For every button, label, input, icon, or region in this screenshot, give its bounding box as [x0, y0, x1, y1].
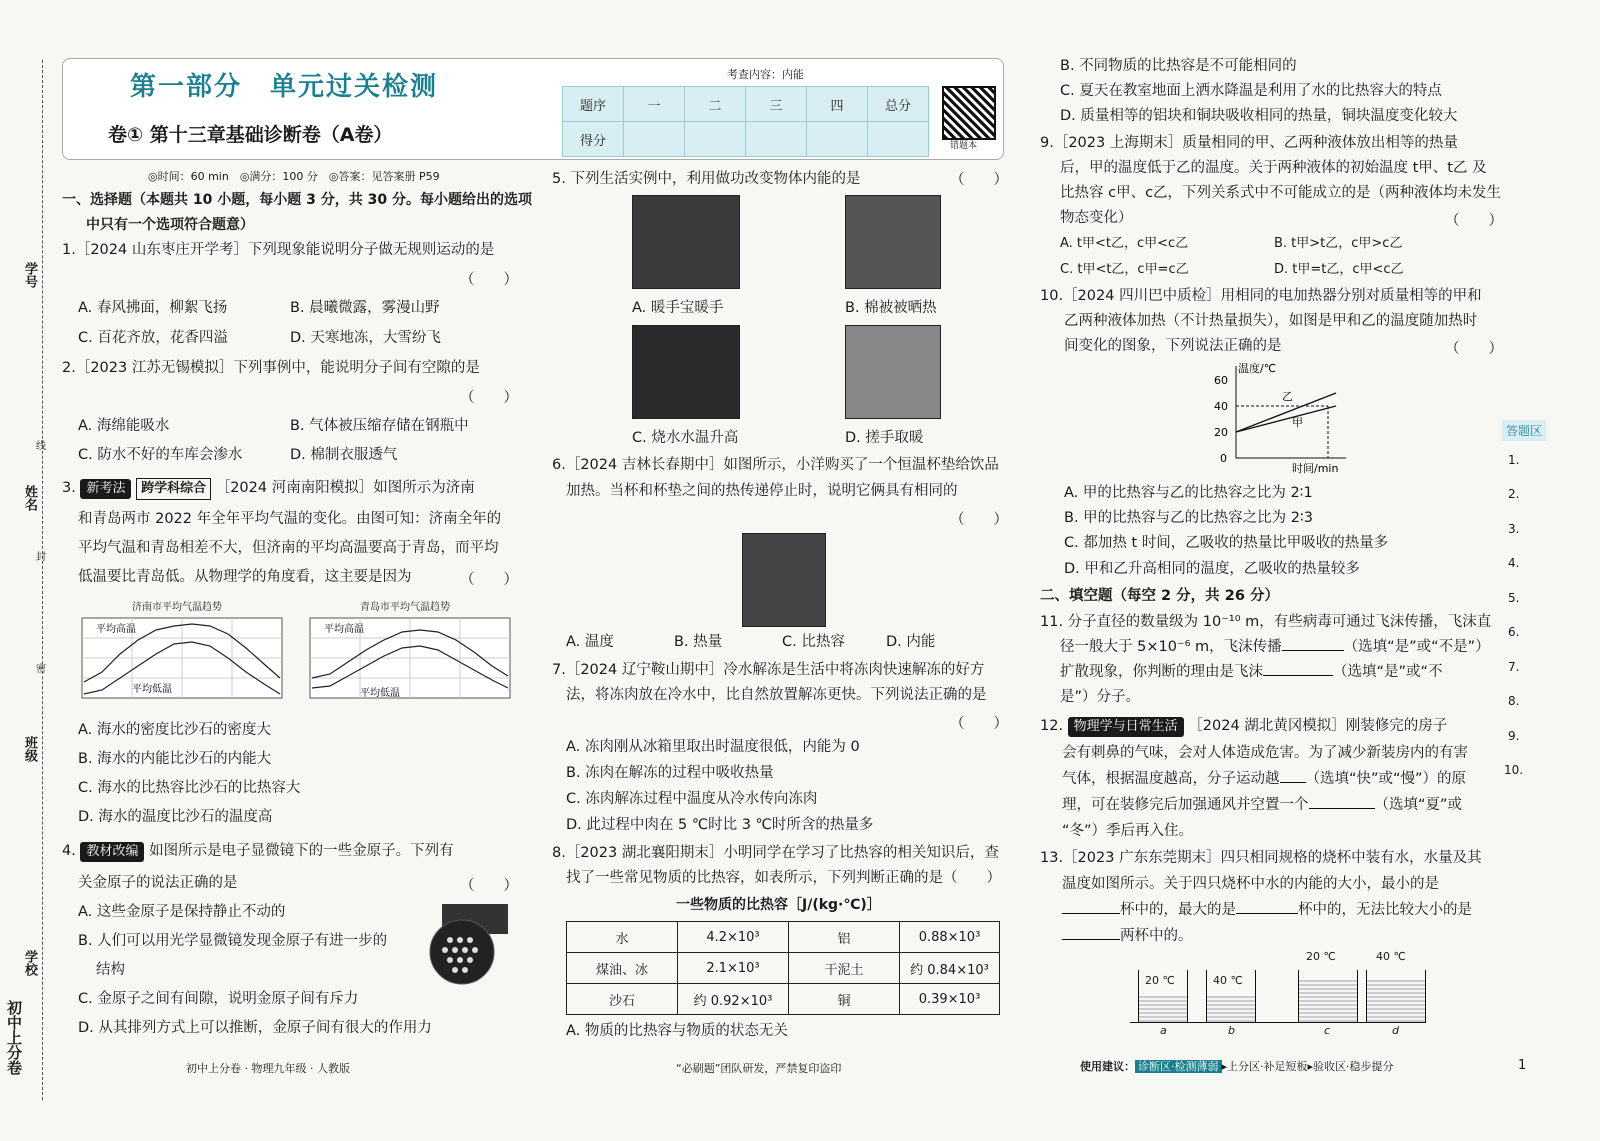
footer-right [1080, 1058, 1394, 1074]
q6-cup-image [742, 533, 826, 627]
answer-number[interactable]: 2. [1508, 487, 1520, 501]
exam-content: 考查内容：内能 [727, 68, 804, 81]
beaker-c-label: c [1324, 1024, 1331, 1037]
q9-line2: 后，甲的温度低于乙的温度。关于两种液体的初始温度 t甲、t乙 及 [1060, 160, 1487, 176]
series-jia-label: 甲 [1292, 416, 1303, 429]
q1-option-b[interactable]: B. 晨曦微露，雾漫山野 [290, 300, 440, 316]
score-cell: 一 [624, 87, 685, 122]
sidebar-label-student-id: 学号 [22, 262, 37, 288]
q5-option-b[interactable]: B. 棉被被晒热 [845, 300, 937, 316]
sidebar-label-school: 学校 [22, 950, 37, 976]
q2-option-b[interactable]: B. 气体被压缩存储在钢瓶中 [290, 418, 469, 434]
q12-text3: 气体，根据温度越高，分子运动越 [1062, 771, 1280, 787]
q1-option-d[interactable]: D. 天寒地冻，大雪纷飞 [290, 330, 441, 346]
q2-stem: 2.［2023 江苏无锡模拟］下列事例中，能说明分子间有空隙的是 [62, 360, 480, 376]
qr-code-icon[interactable] [942, 86, 996, 140]
q10-option-b[interactable]: B. 甲的比热容与乙的比热容之比为 2∶3 [1064, 510, 1313, 526]
table-cell: 煤油、冰 [567, 953, 678, 984]
q11-blank-1[interactable] [1282, 650, 1344, 651]
cut-mark-secret: 密 [36, 664, 46, 675]
q10-option-d[interactable]: D. 甲和乙升高相同的温度，乙吸收的热量较多 [1064, 561, 1360, 577]
q10-answer-paren[interactable]: （ ） [1445, 341, 1503, 357]
q12-tag: 物理学与日常生活 [1068, 717, 1184, 737]
q6-option-c[interactable]: C. 比热容 [782, 634, 845, 650]
q3-line3: 平均气温和青岛相差不大，但济南的平均高温要高于青岛，而平均 [78, 540, 499, 556]
score-cell: 二 [685, 87, 746, 122]
q11-text3b: （选填“是”或“不 [1333, 664, 1443, 680]
beaker-c-temp: 20 ℃ [1306, 950, 1336, 963]
q3-line4: 低温要比青岛低。从物理学的角度看，这主要是因为 [78, 569, 412, 585]
table-cell: 铜 [789, 984, 900, 1015]
q12-line2: 会有刺鼻的气味，会对人体造成危害。为了减少新装房内的有害 [1062, 745, 1468, 761]
score-input[interactable] [624, 122, 685, 157]
score-cell: 四 [807, 87, 868, 122]
q3-line1 [62, 475, 475, 501]
temperature-time-chart [1208, 358, 1358, 476]
q1-answer-paren[interactable]: （ ） [460, 272, 518, 288]
q7-option-b[interactable]: B. 冻肉在解冻的过程中吸收热量 [566, 765, 774, 781]
score-input[interactable] [746, 122, 807, 157]
q5-option-c[interactable]: C. 烧水水温升高 [632, 430, 739, 446]
cut-mark-seal: 封 [36, 552, 46, 563]
qr-label: 错题本 [950, 141, 978, 151]
q12-text3b: （选填“快”或“慢”）的原 [1305, 771, 1467, 787]
footer-center: “必刷题”团队研发，严禁复印盗印 [676, 1062, 842, 1075]
part-title: 第一部分 单元过关检测 [130, 72, 439, 102]
q4-option-b[interactable]: B. 人们可以用光学显微镜发现金原子有进一步的 [78, 933, 388, 949]
chart-jinan-title: 济南市平均气温趋势 [132, 602, 222, 613]
footer-usage-label: 使用建议： [1080, 1060, 1135, 1073]
binding-line [42, 60, 43, 1100]
q13-line1: 13.［2023 广东东莞期末］四只相同规格的烧杯中装有水，水量及其 [1040, 850, 1482, 866]
table-row [567, 922, 1000, 953]
answer-number[interactable]: 1. [1508, 453, 1520, 467]
cut-mark-line: 线 [36, 441, 46, 452]
q9-line4: 物态变化） [1060, 210, 1133, 226]
score-input[interactable] [807, 122, 868, 157]
q12-line3 [1062, 766, 1466, 792]
table-cell: 4.2×10³ [678, 922, 789, 953]
q9-line3: 比热容 c甲、c乙，下列关系式中不可能成立的是（两种液体均未发生 [1060, 185, 1502, 201]
q11-line4: 是”）分子。 [1060, 689, 1141, 705]
q6-answer-paren[interactable]: （ ） [950, 512, 1008, 528]
y-tick-60: 60 [1214, 374, 1228, 387]
q8-line2: 找了一些常见物质的比热容，如表所示，下列判断正确的是（ ） [566, 870, 1001, 886]
q3-number: 3. [62, 480, 76, 496]
q6-line1: 6.［2024 吉林长春期中］如图所示，小洋购买了一个恒温杯垫给饮品 [552, 457, 999, 473]
beaker-b [1206, 970, 1256, 1023]
table-cell: 0.88×10³ [900, 922, 1000, 953]
q5-option-a[interactable]: A. 暖手宝暖手 [632, 300, 724, 316]
q7-option-d[interactable]: D. 此过程中肉在 5 ℃时比 3 ℃时所含的热量多 [566, 817, 874, 833]
chart-label-high: 平均高温 [324, 624, 364, 635]
table-cell: 0.39×10³ [900, 984, 1000, 1015]
q3-tag-new: 新考法 [80, 479, 131, 499]
q9-option-d[interactable]: D. t甲=t乙，c甲<c乙 [1274, 262, 1404, 277]
q4-answer-paren[interactable]: （ ） [460, 878, 518, 894]
q2-answer-paren[interactable]: （ ） [460, 390, 518, 406]
q12-line5: “冬”）季后再入住。 [1062, 823, 1194, 839]
beaker-b-label: b [1228, 1024, 1235, 1037]
score-table [562, 86, 929, 157]
x-axis-label: 时间/min [1292, 462, 1339, 475]
q9-line1: 9.［2023 上海期末］质量相同的甲、乙两种液体放出相等的热量 [1040, 135, 1458, 151]
q12-number: 12. [1040, 718, 1064, 734]
q5-option-d[interactable]: D. 搓手取暖 [845, 430, 924, 446]
q11-line3 [1060, 659, 1443, 685]
water-fill [1299, 980, 1357, 1022]
paper-title: 卷① 第十三章基础诊断卷（A卷） [108, 124, 393, 146]
q6-option-d[interactable]: D. 内能 [886, 634, 936, 650]
score-input[interactable] [685, 122, 746, 157]
q13-text4b: 两杯中的。 [1120, 928, 1193, 944]
series-yi-label: 乙 [1282, 390, 1293, 403]
answer-area-title: 答题区 [1502, 420, 1546, 441]
sidebar-label-class: 班级 [22, 736, 37, 762]
q3-option-a[interactable]: A. 海水的密度比沙石的密度大 [78, 722, 271, 738]
q9-option-a[interactable]: A. t甲<t乙，c甲<c乙 [1060, 236, 1189, 251]
q10-line1: 10.［2024 四川巴中质检］用相同的电加热器分别对质量相等的甲和 [1040, 288, 1482, 304]
score-input[interactable] [868, 122, 929, 157]
score-cell: 题序 [563, 87, 624, 122]
q13-line3 [1062, 897, 1472, 923]
section1-title-2: 中只有一个选项符合题意） [86, 217, 254, 233]
beaker-a-label: a [1160, 1024, 1167, 1037]
table-cell: 约 0.84×10³ [900, 953, 1000, 984]
q3-text1: ［2024 河南南阳模拟］如图所示为济南 [215, 480, 475, 496]
q6-line2: 加热。当杯和杯垫之间的热传递停止时，说明它俩具有相同的 [566, 483, 958, 499]
beaker-b-temp: 40 ℃ [1213, 974, 1243, 987]
q9-answer-paren[interactable]: （ ） [1445, 213, 1503, 229]
q12-text4: 理，可在装修完后加强通风并空置一个 [1062, 797, 1309, 813]
q12-text1: ［2024 湖北黄冈模拟］刚装修完的房子 [1188, 718, 1448, 734]
q13-text3b: 杯中的，最大的是 [1120, 902, 1236, 918]
y-tick-0: 0 [1220, 452, 1227, 465]
meta-line: ◎时间：60 min ◎满分：100 分 ◎答案：见答案册 P59 [148, 170, 440, 183]
q1-option-a[interactable]: A. 春风拂面，柳絮飞扬 [78, 300, 228, 316]
q13-blank-3[interactable] [1062, 939, 1120, 940]
chart-qingdao [300, 612, 514, 704]
beaker-d-label: d [1392, 1024, 1399, 1037]
table-cell: 铝 [789, 922, 900, 953]
series-jia-line [1236, 406, 1336, 432]
beaker-c [1298, 970, 1358, 1023]
q3-option-d[interactable]: D. 海水的温度比沙石的温度高 [78, 809, 273, 825]
q4-option-c[interactable]: C. 金原子之间有间隙，说明金原子间有斥力 [78, 991, 359, 1007]
q13-text3c: 杯中的，无法比较大小的是 [1298, 902, 1472, 918]
q8-option-b[interactable]: B. 不同物质的比热容是不可能相同的 [1060, 58, 1297, 74]
q9-option-b[interactable]: B. t甲>t乙，c甲>c乙 [1274, 236, 1403, 251]
q13-blank-2[interactable] [1236, 913, 1298, 914]
q3-line2: 和青岛两市 2022 年全年平均气温的变化。由图可知：济南全年的 [78, 511, 502, 527]
beaker-d [1366, 970, 1426, 1023]
table-row [567, 984, 1000, 1015]
q5-image-b [845, 195, 941, 289]
q3-option-c[interactable]: C. 海水的比热容比沙石的比热容大 [78, 780, 301, 796]
q7-line2: 法，将冻肉放在冷水中，比自然放置解冻更快。下列说法正确的是 [566, 687, 987, 703]
chart-jinan [72, 612, 286, 704]
chart-label-high: 平均高温 [96, 624, 136, 635]
q6-option-b[interactable]: B. 热量 [674, 634, 723, 650]
q9-option-c[interactable]: C. t甲<t乙，c甲=c乙 [1060, 262, 1189, 277]
q11-text3: 扩散现象，你判断的理由是飞沫 [1060, 664, 1263, 680]
q1-option-c[interactable]: C. 百花齐放，花香四溢 [78, 330, 228, 346]
q11-text2: 径一般大于 5×10⁻⁶ m，飞沫传播 [1060, 639, 1282, 655]
q5-answer-paren[interactable]: （ ） [950, 172, 1008, 188]
table-cell: 干泥土 [789, 953, 900, 984]
q12-line1 [1040, 713, 1447, 739]
q11-text2b: （选填“是”或“不是”） [1343, 639, 1490, 655]
answer-number[interactable]: 7. [1508, 660, 1520, 674]
q10-line3: 间变化的图象，下列说法正确的是 [1064, 338, 1282, 354]
q4-line2: 关金原子的说法正确的是 [78, 875, 238, 891]
q4-tag: 教材改编 [80, 842, 144, 862]
q8-option-c[interactable]: C. 夏天在教室地面上洒水降温是利用了水的比热容大的特点 [1060, 83, 1442, 99]
y-tick-20: 20 [1214, 426, 1228, 439]
y-tick-40: 40 [1214, 400, 1228, 413]
q4-option-a[interactable]: A. 这些金原子是保持静止不动的 [78, 904, 286, 920]
water-fill [1139, 996, 1187, 1022]
q5-image-c [632, 325, 740, 419]
table-cell: 2.1×10³ [678, 953, 789, 984]
answer-number[interactable]: 9. [1508, 729, 1520, 743]
water-fill [1207, 996, 1255, 1022]
atom-lens [430, 920, 494, 984]
answer-number[interactable]: 5. [1508, 591, 1520, 605]
q11-blank-2[interactable] [1263, 675, 1333, 676]
q4-line1 [62, 838, 454, 864]
answer-number[interactable]: 6. [1508, 625, 1520, 639]
q5-image-d [845, 325, 941, 419]
beaker-group [1130, 950, 1420, 1038]
q4-number: 4. [62, 843, 76, 859]
beaker-a [1138, 970, 1188, 1023]
q8-table-title: 一些物质的比热容［J/(kg·℃)］ [676, 897, 881, 913]
score-cell: 得分 [563, 122, 624, 157]
q3-tag-cross: 跨学科综合 [136, 478, 211, 500]
chart-label-low: 平均低温 [360, 688, 400, 699]
q2-option-c[interactable]: C. 防水不好的车库会渗水 [78, 447, 243, 463]
q7-line1: 7.［2024 辽宁鞍山期中］冷水解冻是生活中将冻肉快速解冻的好方 [552, 662, 985, 678]
footer-usage-rest: ▸上分区·补足短板▸验收区·稳步提分 [1221, 1060, 1394, 1073]
q3-option-b[interactable]: B. 海水的内能比沙石的内能大 [78, 751, 272, 767]
table-cell: 水 [567, 922, 678, 953]
q12-blank-2[interactable] [1309, 808, 1375, 809]
q6-option-a[interactable]: A. 温度 [566, 634, 614, 650]
score-cell: 总分 [868, 87, 929, 122]
q5-stem: 5. 下列生活实例中，利用做功改变物体内能的是 [552, 171, 861, 187]
q2-option-a[interactable]: A. 海绵能吸水 [78, 418, 170, 434]
q8-line1: 8.［2023 湖北襄阳期末］小明同学在学习了比热容的相关知识后，查 [552, 845, 999, 861]
q11-line2 [1060, 634, 1490, 660]
q2-option-d[interactable]: D. 棉制衣服透气 [290, 447, 398, 463]
section1-title: 一、选择题（本题共 10 小题，每小题 3 分，共 30 分。每小题给出的选项 [62, 192, 532, 208]
q10-option-c[interactable]: C. 都加热 t 时间，乙吸收的热量比甲吸收的热量多 [1064, 535, 1389, 551]
table-row [567, 953, 1000, 984]
section2-title: 二、填空题（每空 2 分，共 26 分） [1040, 588, 1279, 604]
q10-option-a[interactable]: A. 甲的比热容与乙的比热容之比为 2∶1 [1064, 485, 1313, 501]
q1-stem: 1.［2024 山东枣庄开学考］下列现象能说明分子做无规则运动的是 [62, 242, 495, 258]
q7-option-a[interactable]: A. 冻肉刚从冰箱里取出时温度很低，内能为 0 [566, 739, 860, 755]
table-cell: 约 0.92×10³ [678, 984, 789, 1015]
q4-text1: 如图所示是电子显微镜下的一些金原子。下列有 [149, 843, 454, 859]
q5-image-a [632, 195, 740, 289]
q4-option-d[interactable]: D. 从其排列方式上可以推断，金原子间有很大的作用力 [78, 1020, 432, 1036]
answer-number[interactable]: 4. [1508, 556, 1520, 570]
gold-atoms-image [422, 900, 514, 988]
table-cell: 沙石 [567, 984, 678, 1015]
footer-usage-tag: 诊断区·检测薄弱 [1135, 1060, 1222, 1073]
q3-answer-paren[interactable]: （ ） [460, 572, 518, 588]
page-number: 1 [1518, 1058, 1527, 1073]
table-surface [1130, 1022, 1420, 1023]
q8-option-d[interactable]: D. 质量相等的铝块和铜块吸收相同的热量，铜块温度变化较大 [1060, 108, 1458, 124]
q12-line4 [1062, 792, 1462, 818]
specific-heat-table [566, 921, 1000, 1015]
q12-text4b: （选填“夏”或 [1374, 797, 1463, 813]
footer-left: 初中上分卷 · 物理九年级 · 人教版 [186, 1062, 350, 1075]
q8-option-a[interactable]: A. 物质的比热容与物质的状态无关 [566, 1023, 788, 1039]
q13-blank-1[interactable] [1062, 913, 1120, 914]
q13-line2: 温度如图所示。关于四只烧杯中水的内能的大小，最小的是 [1062, 876, 1439, 892]
sidebar-label-name: 姓名 [22, 485, 37, 511]
y-axis-label: 温度/℃ [1238, 362, 1277, 375]
q10-line2: 乙两种液体加热（不计热量损失），如图是甲和乙的温度随加热时 [1064, 313, 1478, 329]
q7-answer-paren[interactable]: （ ） [950, 716, 1008, 732]
q11-line1: 11. 分子直径的数量级为 10⁻¹⁰ m，有些病毒可通过飞沫传播，飞沫直 [1040, 614, 1492, 630]
beaker-d-temp: 40 ℃ [1376, 950, 1406, 963]
water-fill [1367, 980, 1425, 1022]
q12-blank-1[interactable] [1280, 782, 1306, 783]
chart-label-low: 平均低温 [132, 684, 172, 695]
q7-option-c[interactable]: C. 冻肉解冻过程中温度从冷水传向冻肉 [566, 791, 818, 807]
answer-number[interactable]: 8. [1508, 694, 1520, 708]
score-cell: 三 [746, 87, 807, 122]
answer-number[interactable]: 10. [1504, 763, 1524, 777]
q13-line4 [1062, 923, 1193, 949]
sidebar-label-book: 初中上分卷 [5, 1000, 23, 1075]
answer-number[interactable]: 3. [1508, 522, 1520, 536]
beaker-a-temp: 20 ℃ [1145, 974, 1175, 987]
chart-qingdao-title: 青岛市平均气温趋势 [360, 602, 450, 613]
q4-option-b-cont: 结构 [96, 962, 125, 978]
